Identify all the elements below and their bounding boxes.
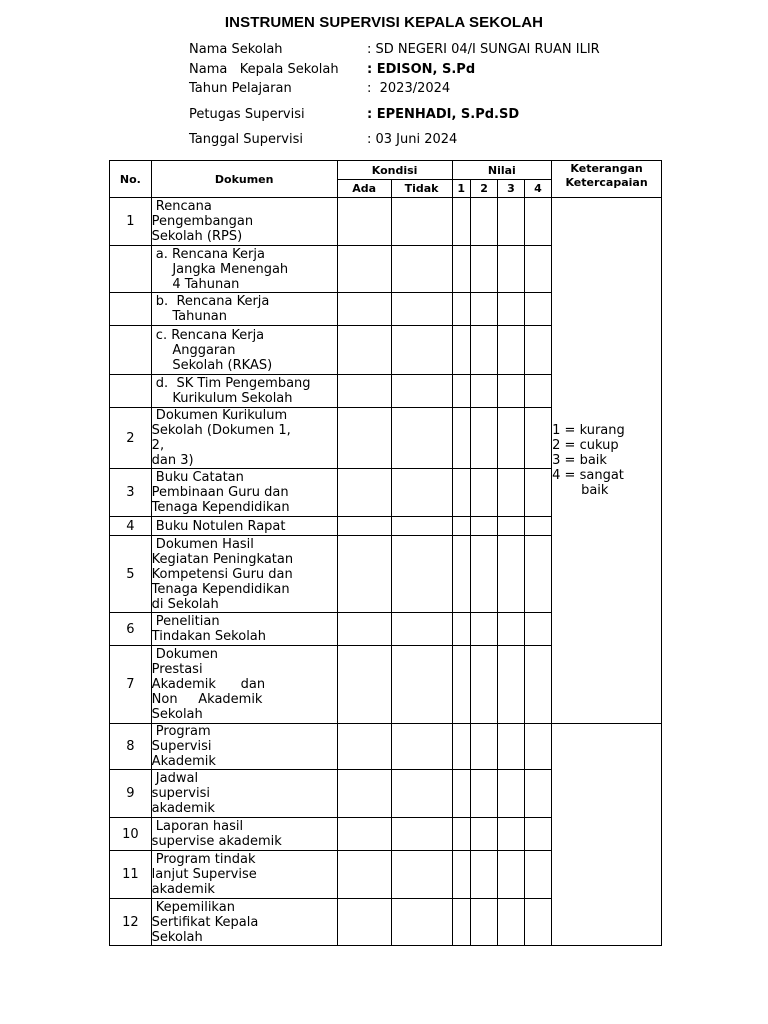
- kondisi-ada-cell[interactable]: [337, 818, 391, 851]
- nilai-2-cell[interactable]: [470, 517, 497, 536]
- document-name-line: Sekolah: [151, 707, 203, 722]
- info-label: Nama Kepala Sekolah: [189, 62, 339, 77]
- nilai-1-cell[interactable]: [452, 724, 470, 770]
- document-name: [151, 375, 337, 408]
- header-nilai-2: 2: [470, 180, 497, 198]
- info-value: : SD NEGERI 04/I SUNGAI RUAN ILIR: [367, 42, 600, 57]
- nilai-3-cell[interactable]: [498, 246, 524, 293]
- document-name-line: Sekolah (RKAS): [151, 357, 273, 373]
- info-value: : 2023/2024: [367, 81, 451, 96]
- kondisi-ada-cell[interactable]: [337, 724, 391, 770]
- nilai-3-cell[interactable]: [498, 818, 524, 851]
- kondisi-ada-cell[interactable]: [337, 198, 391, 246]
- nilai-4-cell[interactable]: [524, 517, 551, 536]
- nilai-2-cell[interactable]: [470, 851, 497, 899]
- info-value: : EDISON, S.Pd: [367, 62, 476, 77]
- document-name-line: d. SK Tim Pengembang: [151, 376, 311, 391]
- kondisi-tidak-cell[interactable]: [391, 613, 452, 646]
- kondisi-ada-cell[interactable]: [337, 375, 391, 408]
- header-nilai-3: 3: [498, 180, 524, 198]
- document-name: [151, 646, 337, 724]
- document-name: [151, 818, 337, 851]
- nilai-4-cell[interactable]: [524, 770, 551, 818]
- kondisi-ada-cell[interactable]: [337, 246, 391, 293]
- header-kondisi: Kondisi: [337, 161, 452, 180]
- row-number: 2: [110, 408, 152, 469]
- kondisi-ada-cell[interactable]: [337, 517, 391, 536]
- header-nilai-4: 4: [524, 180, 551, 198]
- nilai-4-cell[interactable]: [524, 246, 551, 293]
- document-name-line: Tenaga Kependidikan: [151, 500, 290, 515]
- keterangan-cell[interactable]: [552, 724, 662, 946]
- document-name-line: Dokumen Hasil: [151, 536, 254, 552]
- document-name-line: Pengembangan: [151, 214, 254, 229]
- document-name-line: Dokumen: [151, 647, 219, 662]
- kondisi-tidak-cell[interactable]: [391, 517, 452, 536]
- nilai-3-cell[interactable]: [498, 899, 524, 946]
- nilai-4-cell[interactable]: [524, 408, 551, 469]
- nilai-2-cell[interactable]: [470, 198, 497, 246]
- nilai-2-cell[interactable]: [470, 899, 497, 946]
- nilai-2-cell[interactable]: [470, 293, 497, 326]
- nilai-1-cell[interactable]: [452, 646, 470, 724]
- kondisi-tidak-cell[interactable]: [391, 899, 452, 946]
- document-name-line: Pembinaan Guru dan: [151, 485, 289, 500]
- nilai-4-cell[interactable]: [524, 724, 551, 770]
- row-number: 12: [110, 899, 152, 946]
- nilai-1-cell[interactable]: [452, 408, 470, 469]
- header-keterangan-line: Ketercapaian: [565, 176, 648, 189]
- kondisi-tidak-cell[interactable]: [391, 408, 452, 469]
- nilai-1-cell[interactable]: [452, 818, 470, 851]
- document-name-line: Kepemilikan: [151, 899, 235, 915]
- document-name-line: Program: [151, 724, 211, 739]
- info-label: Tahun Pelajaran: [189, 81, 292, 96]
- kondisi-tidak-cell[interactable]: [391, 246, 452, 293]
- legend-line: baik: [552, 483, 609, 498]
- legend-line: 1 = kurang: [552, 423, 625, 438]
- nilai-3-cell[interactable]: [498, 375, 524, 408]
- kondisi-tidak-cell[interactable]: [391, 724, 452, 770]
- row-number: [110, 375, 152, 408]
- kondisi-tidak-cell[interactable]: [391, 818, 452, 851]
- keterangan-legend: [552, 198, 662, 724]
- kondisi-tidak-cell[interactable]: [391, 198, 452, 246]
- document-name-line: Kurikulum Sekolah: [151, 391, 293, 406]
- document-name-line: Jangka Menengah: [151, 261, 289, 277]
- document-name-line: Anggaran: [151, 342, 236, 358]
- nilai-4-cell[interactable]: [524, 899, 551, 946]
- document-name-line: Akademik: [151, 754, 216, 769]
- nilai-3-cell[interactable]: [498, 408, 524, 469]
- legend-line: 2 = cukup: [552, 438, 619, 453]
- nilai-1-cell[interactable]: [452, 293, 470, 326]
- nilai-3-cell[interactable]: [498, 646, 524, 724]
- nilai-2-cell[interactable]: [470, 326, 497, 375]
- document-name: [151, 408, 337, 469]
- kondisi-ada-cell[interactable]: [337, 646, 391, 724]
- row-number: 11: [110, 851, 152, 899]
- document-name-line: Non Akademik: [151, 692, 263, 707]
- table-row: [110, 724, 662, 770]
- document-name: [151, 770, 337, 818]
- nilai-4-cell[interactable]: [524, 613, 551, 646]
- nilai-1-cell[interactable]: [452, 536, 470, 613]
- document-name: [151, 536, 337, 613]
- document-name-line: Tahunan: [151, 309, 228, 324]
- kondisi-tidak-cell[interactable]: [391, 326, 452, 375]
- kondisi-ada-cell[interactable]: [337, 899, 391, 946]
- header-ada: Ada: [337, 180, 391, 198]
- nilai-1-cell[interactable]: [452, 469, 470, 517]
- document-name-line: Laporan hasil: [151, 819, 244, 834]
- row-number: 3: [110, 469, 152, 517]
- nilai-1-cell[interactable]: [452, 613, 470, 646]
- info-label: Petugas Supervisi: [189, 107, 305, 122]
- nilai-2-cell[interactable]: [470, 375, 497, 408]
- row-number: 6: [110, 613, 152, 646]
- nilai-3-cell[interactable]: [498, 536, 524, 613]
- header-keterangan-line: Keterangan: [570, 162, 643, 175]
- document-name-line: Kompetensi Guru dan: [151, 566, 293, 582]
- document-name-line: Sekolah: [151, 929, 203, 945]
- row-number: [110, 246, 152, 293]
- nilai-3-cell[interactable]: [498, 724, 524, 770]
- nilai-4-cell[interactable]: [524, 469, 551, 517]
- kondisi-ada-cell[interactable]: [337, 536, 391, 613]
- document-name-line: Dokumen Kurikulum: [151, 408, 288, 423]
- row-number: 10: [110, 818, 152, 851]
- row-number: 8: [110, 724, 152, 770]
- nilai-2-cell[interactable]: [470, 408, 497, 469]
- info-value: : EPENHADI, S.Pd.SD: [367, 107, 520, 122]
- nilai-2-cell[interactable]: [470, 246, 497, 293]
- kondisi-ada-cell[interactable]: [337, 326, 391, 375]
- kondisi-tidak-cell[interactable]: [391, 851, 452, 899]
- nilai-4-cell[interactable]: [524, 536, 551, 613]
- header-no: No.: [110, 161, 152, 198]
- nilai-3-cell[interactable]: [498, 517, 524, 536]
- document-name: [151, 517, 337, 536]
- document-name: [151, 469, 337, 517]
- document-name-line: Tenaga Kependidikan: [151, 581, 290, 597]
- info-label: Nama Sekolah: [189, 42, 283, 57]
- kondisi-tidak-cell[interactable]: [391, 293, 452, 326]
- document-name-line: Sekolah (Dokumen 1,: [151, 423, 291, 438]
- row-number: 4: [110, 517, 152, 536]
- document-name-line: supervise akademik: [151, 834, 282, 849]
- header-nilai-1: 1: [452, 180, 470, 198]
- document-name-line: Sertifikat Kepala: [151, 914, 259, 930]
- document-name-line: 4 Tahunan: [151, 276, 240, 292]
- row-number: 5: [110, 536, 152, 613]
- info-label: Tanggal Supervisi: [189, 132, 303, 147]
- nilai-2-cell[interactable]: [470, 818, 497, 851]
- nilai-2-cell[interactable]: [470, 613, 497, 646]
- header-keterangan: [552, 161, 662, 198]
- kondisi-ada-cell[interactable]: [337, 469, 391, 517]
- document-name: [151, 198, 337, 246]
- document-name: [151, 613, 337, 646]
- kondisi-ada-cell[interactable]: [337, 613, 391, 646]
- nilai-2-cell[interactable]: [470, 724, 497, 770]
- nilai-3-cell[interactable]: [498, 198, 524, 246]
- header-tidak: Tidak: [391, 180, 452, 198]
- kondisi-tidak-cell[interactable]: [391, 646, 452, 724]
- document-name-line: Tindakan Sekolah: [151, 629, 267, 644]
- row-number: 9: [110, 770, 152, 818]
- nilai-3-cell[interactable]: [498, 613, 524, 646]
- document-name-line: Sekolah (RPS): [151, 229, 243, 244]
- kondisi-tidak-cell[interactable]: [391, 770, 452, 818]
- row-number: [110, 293, 152, 326]
- nilai-3-cell[interactable]: [498, 851, 524, 899]
- document-name: [151, 246, 337, 293]
- document-name: [151, 899, 337, 946]
- kondisi-ada-cell[interactable]: [337, 770, 391, 818]
- nilai-3-cell[interactable]: [498, 469, 524, 517]
- kondisi-ada-cell[interactable]: [337, 851, 391, 899]
- nilai-4-cell[interactable]: [524, 375, 551, 408]
- header-nilai: Nilai: [452, 161, 552, 180]
- nilai-2-cell[interactable]: [470, 770, 497, 818]
- nilai-2-cell[interactable]: [470, 469, 497, 517]
- document-name: [151, 326, 337, 375]
- document-name-line: Buku Notulen Rapat: [151, 518, 286, 534]
- nilai-4-cell[interactable]: [524, 293, 551, 326]
- document-name: [151, 851, 337, 899]
- document-name-line: Program tindak: [151, 852, 256, 867]
- document-name-line: Supervisi: [151, 739, 212, 754]
- document-name-line: Rencana: [151, 199, 212, 214]
- nilai-1-cell[interactable]: [452, 517, 470, 536]
- document-name-line: Kegiatan Peningkatan: [151, 551, 294, 567]
- document-name-line: Prestasi: [151, 662, 203, 677]
- document-name-line: Penelitian: [151, 614, 220, 629]
- header-dokumen: Dokumen: [151, 161, 337, 198]
- document-name-line: akademik: [151, 801, 215, 816]
- document-name-line: Jadwal: [151, 771, 199, 786]
- info-value: : 03 Juni 2024: [367, 132, 458, 147]
- row-number: 1: [110, 198, 152, 246]
- nilai-1-cell[interactable]: [452, 899, 470, 946]
- document-name-line: a. Rencana Kerja: [151, 246, 265, 262]
- nilai-4-cell[interactable]: [524, 198, 551, 246]
- document-name-line: 2,: [151, 438, 165, 453]
- document-name: [151, 293, 337, 326]
- nilai-3-cell[interactable]: [498, 326, 524, 375]
- kondisi-ada-cell[interactable]: [337, 293, 391, 326]
- nilai-1-cell[interactable]: [452, 246, 470, 293]
- table-body: [110, 198, 662, 946]
- row-number: [110, 326, 152, 375]
- nilai-4-cell[interactable]: [524, 646, 551, 724]
- page-title: INSTRUMEN SUPERVISI KEPALA SEKOLAH: [224, 14, 544, 31]
- nilai-1-cell[interactable]: [452, 375, 470, 408]
- nilai-3-cell[interactable]: [498, 770, 524, 818]
- kondisi-tidak-cell[interactable]: [391, 536, 452, 613]
- table-row: [110, 198, 662, 246]
- nilai-1-cell[interactable]: [452, 198, 470, 246]
- document-name-line: dan 3): [151, 453, 194, 468]
- document-name-line: supervisi: [151, 786, 210, 801]
- nilai-2-cell[interactable]: [470, 536, 497, 613]
- document-name-line: di Sekolah: [151, 596, 219, 612]
- document-name-line: Buku Catatan: [151, 470, 244, 485]
- nilai-2-cell[interactable]: [470, 646, 497, 724]
- nilai-3-cell[interactable]: [498, 293, 524, 326]
- nilai-4-cell[interactable]: [524, 851, 551, 899]
- nilai-4-cell[interactable]: [524, 818, 551, 851]
- nilai-1-cell[interactable]: [452, 851, 470, 899]
- document-name: [151, 724, 337, 770]
- nilai-1-cell[interactable]: [452, 326, 470, 375]
- document-name-line: c. Rencana Kerja: [151, 327, 265, 343]
- kondisi-ada-cell[interactable]: [337, 408, 391, 469]
- supervision-table: [109, 160, 662, 946]
- legend-line: 4 = sangat: [552, 468, 624, 483]
- kondisi-tidak-cell[interactable]: [391, 469, 452, 517]
- nilai-4-cell[interactable]: [524, 326, 551, 375]
- kondisi-tidak-cell[interactable]: [391, 375, 452, 408]
- document-name-line: lanjut Supervise: [151, 867, 257, 882]
- row-number: 7: [110, 646, 152, 724]
- document-name-line: b. Rencana Kerja: [151, 294, 270, 309]
- legend-line: 3 = baik: [552, 453, 607, 468]
- nilai-1-cell[interactable]: [452, 770, 470, 818]
- document-name-line: Akademik dan: [151, 677, 266, 692]
- document-name-line: akademik: [151, 882, 215, 897]
